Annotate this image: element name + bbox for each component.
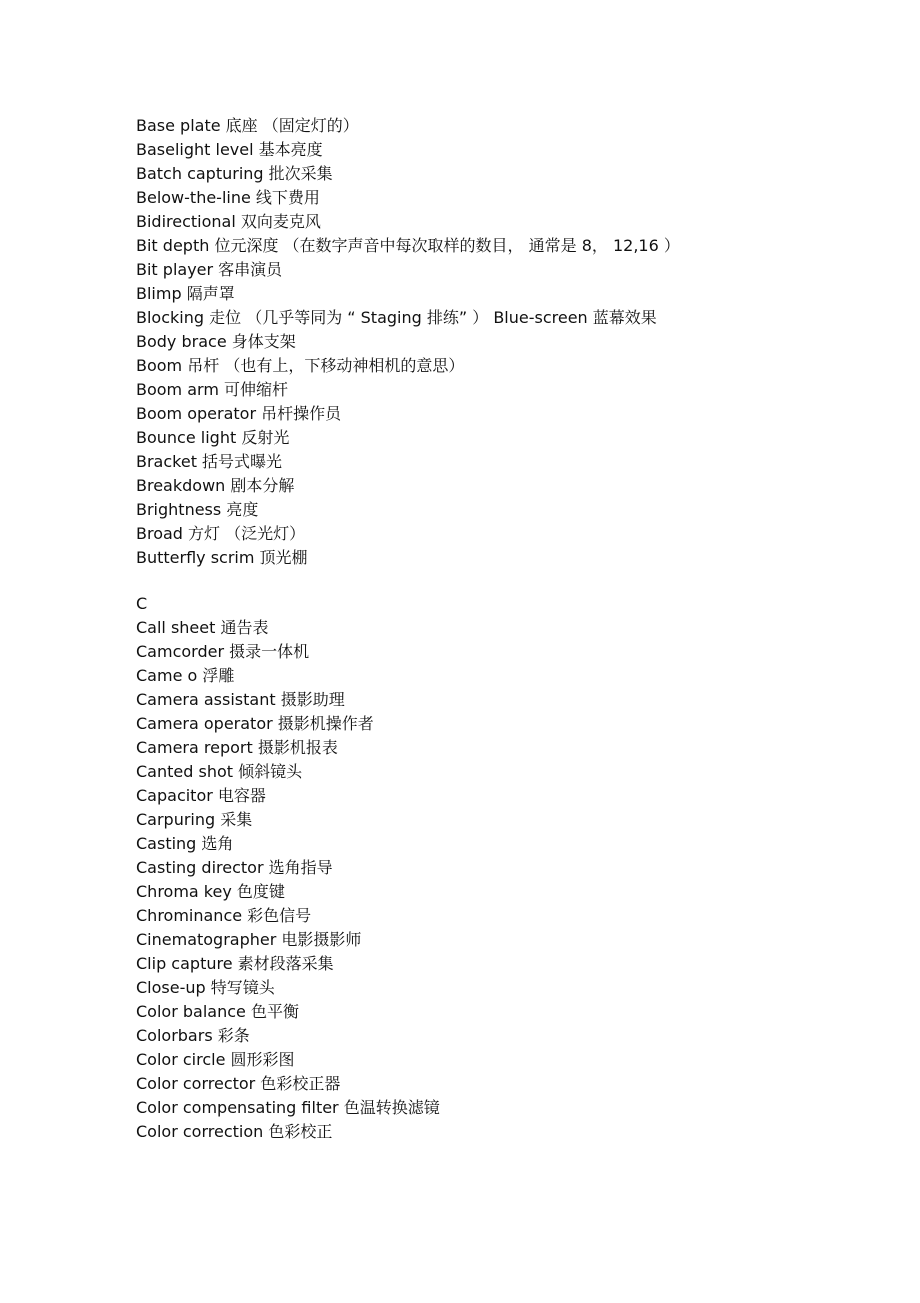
glossary-entry: Bracket 括号式曝光 [136, 452, 283, 471]
glossary-entry: Color correction 色彩校正 [136, 1122, 333, 1141]
glossary-entry: Bidirectional 双向麦克风 [136, 212, 321, 231]
glossary-entry: Chroma key 色度键 [136, 882, 285, 901]
glossary-entry: Boom operator 吊杆操作员 [136, 404, 342, 423]
glossary-entry: Brightness 亮度 [136, 500, 259, 519]
glossary-entry: Butterfly scrim 顶光棚 [136, 548, 308, 567]
glossary-entry: Cinematographer 电影摄影师 [136, 930, 362, 949]
glossary-entry: Capacitor 电容器 [136, 786, 266, 805]
glossary-entry: Bounce light 反射光 [136, 428, 290, 447]
glossary-entry: Camcorder 摄录一体机 [136, 642, 310, 661]
glossary-entry: Casting director 选角指导 [136, 858, 333, 877]
glossary-section-b [136, 114, 876, 570]
glossary-content [136, 114, 876, 1144]
glossary-entry: Breakdown 剧本分解 [136, 476, 295, 495]
glossary-entry: Boom arm 可伸缩杆 [136, 380, 289, 399]
glossary-entry: Came o 浮雕 [136, 666, 235, 685]
glossary-entry: Carpuring 采集 [136, 810, 253, 829]
glossary-section-c [136, 616, 876, 1144]
glossary-entry: Color balance 色平衡 [136, 1002, 299, 1021]
glossary-entry: Call sheet 通告表 [136, 618, 269, 637]
glossary-entry: Base plate 底座 （固定灯的） [136, 116, 359, 135]
glossary-entry: Clip capture 素材段落采集 [136, 954, 334, 973]
glossary-entry: Camera report 摄影机报表 [136, 738, 338, 757]
glossary-entry: Batch capturing 批次采集 [136, 164, 333, 183]
glossary-entry: Casting 选角 [136, 834, 234, 853]
section-heading-c: C [136, 594, 148, 613]
glossary-entry: Canted shot 倾斜镜头 [136, 762, 303, 781]
glossary-entry: Broad 方灯 （泛光灯） [136, 524, 306, 543]
glossary-entry: Camera operator 摄影机操作者 [136, 714, 374, 733]
glossary-entry: Baselight level 基本亮度 [136, 140, 323, 159]
glossary-entry: Blocking 走位 （几乎等同为 “ Staging 排练” ） Blue-screen 蓝幕效果 [136, 308, 657, 327]
glossary-entry: Colorbars 彩条 [136, 1026, 250, 1045]
glossary-entry: Color corrector 色彩校正器 [136, 1074, 341, 1093]
glossary-entry: Blimp 隔声罩 [136, 284, 235, 303]
glossary-entry: Bit depth 位元深度 （在数字声音中每次取样的数目， 通常是 8， 12,16 ） [136, 236, 680, 255]
glossary-entry: Close-up 特写镜头 [136, 978, 275, 997]
glossary-entry: Camera assistant 摄影助理 [136, 690, 345, 709]
glossary-entry: Color circle 圆形彩图 [136, 1050, 295, 1069]
glossary-entry: Below-the-line 线下费用 [136, 188, 320, 207]
glossary-entry: Color compensating filter 色温转换滤镜 [136, 1098, 440, 1117]
glossary-entry: Boom 吊杆 （也有上，下移动神相机的意思） [136, 356, 465, 375]
glossary-entry: Body brace 身体支架 [136, 332, 296, 351]
section-spacer [136, 570, 876, 592]
glossary-entry: Chrominance 彩色信号 [136, 906, 312, 925]
glossary-entry: Bit player 客串演员 [136, 260, 283, 279]
